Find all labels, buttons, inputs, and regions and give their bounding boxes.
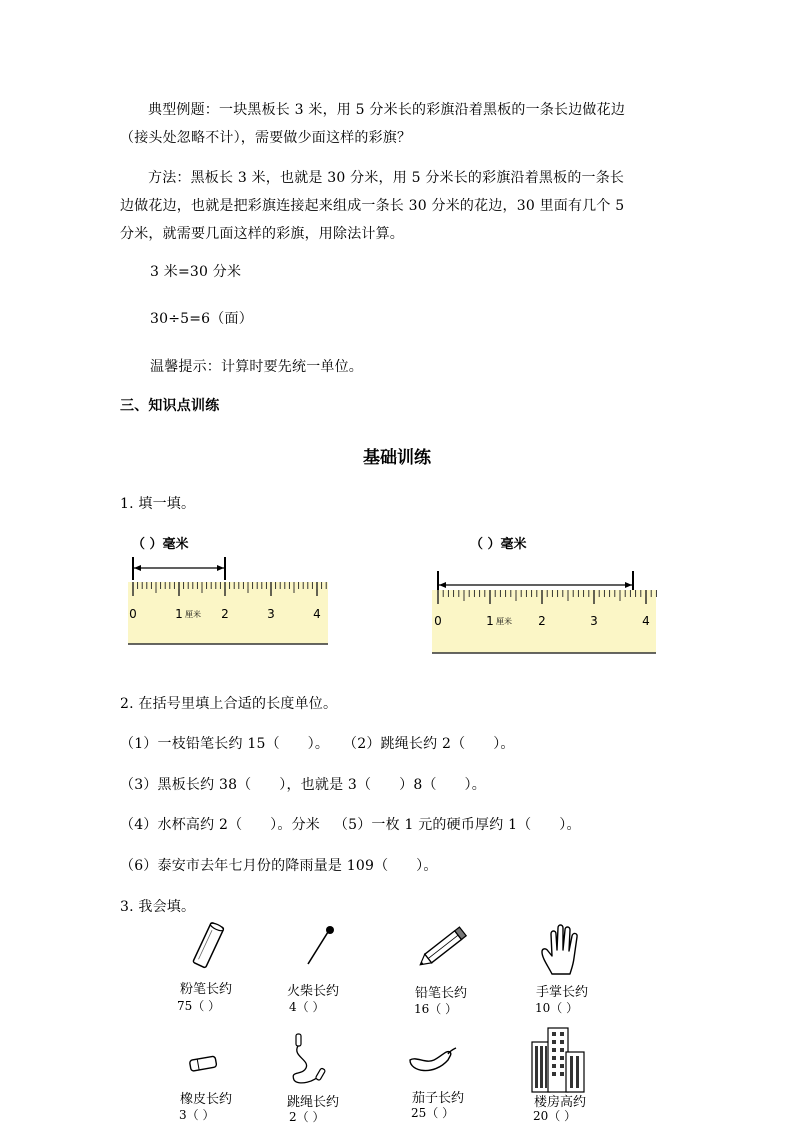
q2-line-2: （3）黑板长约 38（ ），也就是 3（ ）8（ ）。 <box>120 777 486 793</box>
chalk-icon <box>188 920 228 972</box>
calc-line-2: 30÷5=6（面） <box>150 311 253 327</box>
item-value-hand: 10（ ） <box>535 1001 579 1015</box>
method-line-3: 分米，就需要几面这样的彩旗，用除法计算。 <box>120 226 404 242</box>
example-line-1: 典型例题：一块黑板长 3 米，用 5 分米长的彩旗沿着黑板的一条长边做花边 <box>148 102 626 118</box>
ruler-right <box>428 566 660 656</box>
eggplant-icon <box>404 1046 460 1082</box>
ruler-left-tick-label-3: 3 <box>267 607 275 621</box>
item-name-hand: 手掌长约 <box>535 985 588 1000</box>
ruler-left-tick-label-2: 2 <box>221 607 229 621</box>
item-name-jump-rope: 跳绳长约 <box>286 1095 339 1110</box>
basic-training-title: 基础训练 <box>363 448 431 468</box>
building-icon <box>530 1024 586 1094</box>
section-title: 三、知识点训练 <box>120 398 220 414</box>
method-line-1: 方法：黑板长 3 米，也就是 30 分米，用 5 分米长的彩旗沿着黑板的一条长 <box>148 170 625 186</box>
item-name-match: 火柴长约 <box>286 984 339 999</box>
ruler-left <box>124 552 334 652</box>
ruler-left-tick-label-0: 0 <box>129 607 137 621</box>
ruler-right-unit-label: 厘米 <box>496 617 512 626</box>
tip-line: 温馨提示：计算时要先统一单位。 <box>150 359 363 375</box>
item-value-eraser: 3（ ） <box>179 1108 215 1122</box>
item-name-pencil: 铅笔长约 <box>414 986 467 1001</box>
item-value-match: 4（ ） <box>289 1000 325 1014</box>
hand-icon <box>538 920 588 978</box>
ruler-right-tick-label-2: 2 <box>538 614 546 628</box>
pencil-icon <box>416 920 474 972</box>
q3-title: 3. 我会填。 <box>120 899 196 915</box>
match-icon <box>300 922 340 970</box>
ruler-left-unit-label: 厘米 <box>185 610 201 619</box>
item-name-eraser: 橡皮长约 <box>179 1092 232 1107</box>
item-name-chalk: 粉笔长约 <box>179 982 232 997</box>
calc-line-1: 3 米=30 分米 <box>150 264 242 280</box>
ruler-right-tick-label-0: 0 <box>434 614 442 628</box>
method-line-2: 边做花边，也就是把彩旗连接起来组成一条长 30 分米的花边，30 里面有几个 5 <box>120 198 625 214</box>
q1-left-label: （ ）毫米 <box>132 537 189 552</box>
ruler-right-tick-label-4: 4 <box>642 614 650 628</box>
item-value-eggplant: 25（ ） <box>411 1106 455 1120</box>
ruler-left-tick-label-4: 4 <box>313 607 321 621</box>
ruler-right-tick-label-3: 3 <box>590 614 598 628</box>
q2-title: 2. 在括号里填上合适的长度单位。 <box>120 696 338 712</box>
jump-rope-icon <box>282 1030 332 1088</box>
q1-title: 1. 填一填。 <box>120 496 196 512</box>
q2-line-4: （6）泰安市去年七月份的降雨量是 109（ ）。 <box>120 858 438 874</box>
item-value-pencil: 16（ ） <box>414 1002 458 1016</box>
item-name-eggplant: 茄子长约 <box>411 1091 464 1106</box>
q2-line-1: （1）一枝铅笔长约 15（ ）。 （2）跳绳长约 2（ ）。 <box>120 736 515 752</box>
item-value-jump-rope: 2（ ） <box>289 1110 325 1124</box>
q1-right-label: （ ）毫米 <box>470 537 527 552</box>
eraser-icon <box>186 1052 222 1074</box>
item-value-chalk: 75（ ） <box>177 999 221 1013</box>
ruler-right-tick-label-1: 1 <box>486 614 494 628</box>
example-line-2: （接头处忽略不计），需要做少面这样的彩旗？ <box>120 130 412 146</box>
q2-line-3: （4）水杯高约 2（ ）。分米 （5）一枚 1 元的硬币厚约 1（ ）。 <box>120 817 581 833</box>
item-name-building: 楼房高约 <box>533 1095 586 1110</box>
ruler-left-tick-label-1: 1 <box>175 607 183 621</box>
item-value-building: 20（ ） <box>533 1109 577 1123</box>
